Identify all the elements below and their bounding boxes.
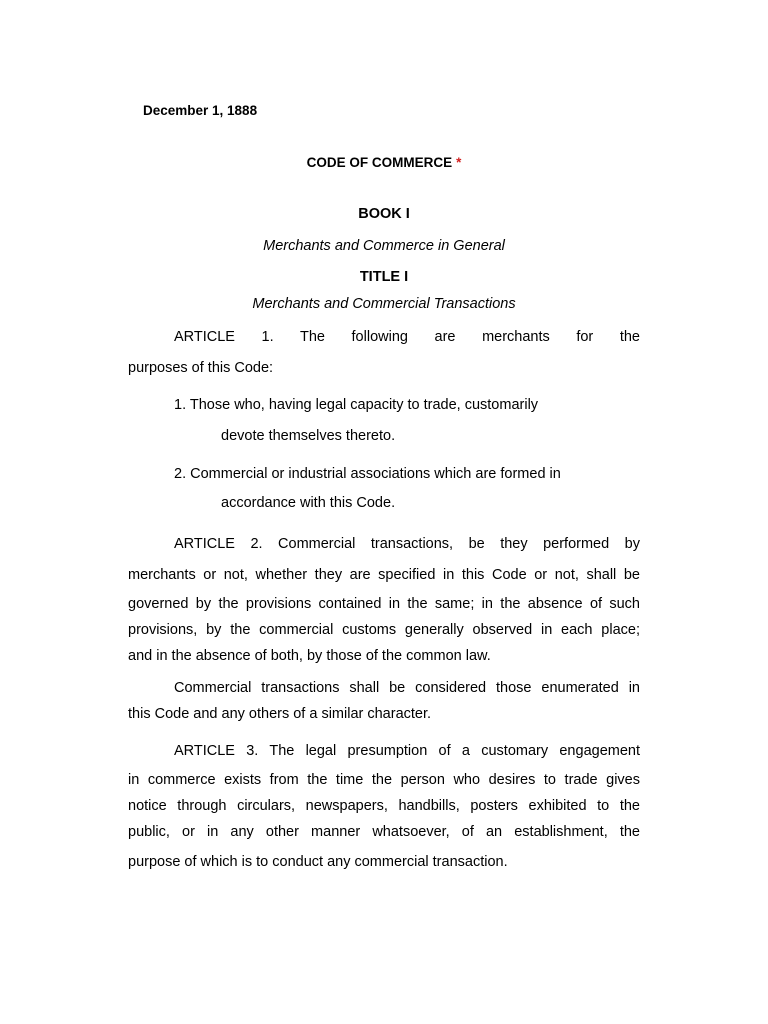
title-heading: TITLE I (359, 269, 409, 285)
article-3-line-5: purpose of which is to conduct any commercial transaction. (128, 854, 508, 870)
article-1-line-2: purposes of this Code: (128, 360, 274, 376)
title-subtitle: Merchants and Commercial Transactions (252, 296, 516, 312)
article-2-line-5: and in the absence of both, by those of the common law. (128, 648, 491, 664)
code-title-line (0, 154, 768, 172)
code-title: CODE OF COMMERCE (306, 155, 453, 170)
article-2-line-4: provisions, by the commercial customs generally observed in each place; (128, 622, 640, 638)
book-heading: BOOK I (358, 206, 410, 222)
list-item-1-line-1: 1. Those who, having legal capacity to trade, customarily (174, 397, 539, 413)
article-2-line-2: merchants or not, whether they are specified in this Code or not, shall be (128, 567, 640, 583)
article-3-line-3: notice through circulars, newspapers, handbills, posters exhibited to the (128, 798, 640, 814)
article-2-line-1: ARTICLE 2. Commercial transactions, be they performed by (174, 536, 640, 552)
article-3-line-4: public, or in any other manner whatsoever, of an establishment, the (128, 824, 640, 840)
article-3-line-1: ARTICLE 3. The legal presumption of a customary engagement (174, 743, 640, 759)
book-subtitle: Merchants and Commerce in General (263, 238, 505, 254)
article-2-para-2-line-1: Commercial transactions shall be considered those enumerated in (174, 680, 640, 696)
footnote-marker: * (456, 155, 462, 170)
list-item-2-line-1: 2. Commercial or industrial associations which are formed in (174, 466, 561, 482)
article-1-line-1: ARTICLE 1. The following are merchants for the (174, 329, 640, 345)
article-2-para-2-line-2: this Code and any others of a similar character. (128, 706, 432, 722)
article-2-line-3: governed by the provisions contained in the same; in the absence of such (128, 596, 640, 612)
list-item-1-line-2: devote themselves thereto. (221, 428, 396, 444)
list-item-2-line-2: accordance with this Code. (221, 495, 396, 511)
article-3-line-2: in commerce exists from the time the person who desires to trade gives (128, 772, 640, 788)
document-date: December 1, 1888 (143, 103, 258, 118)
